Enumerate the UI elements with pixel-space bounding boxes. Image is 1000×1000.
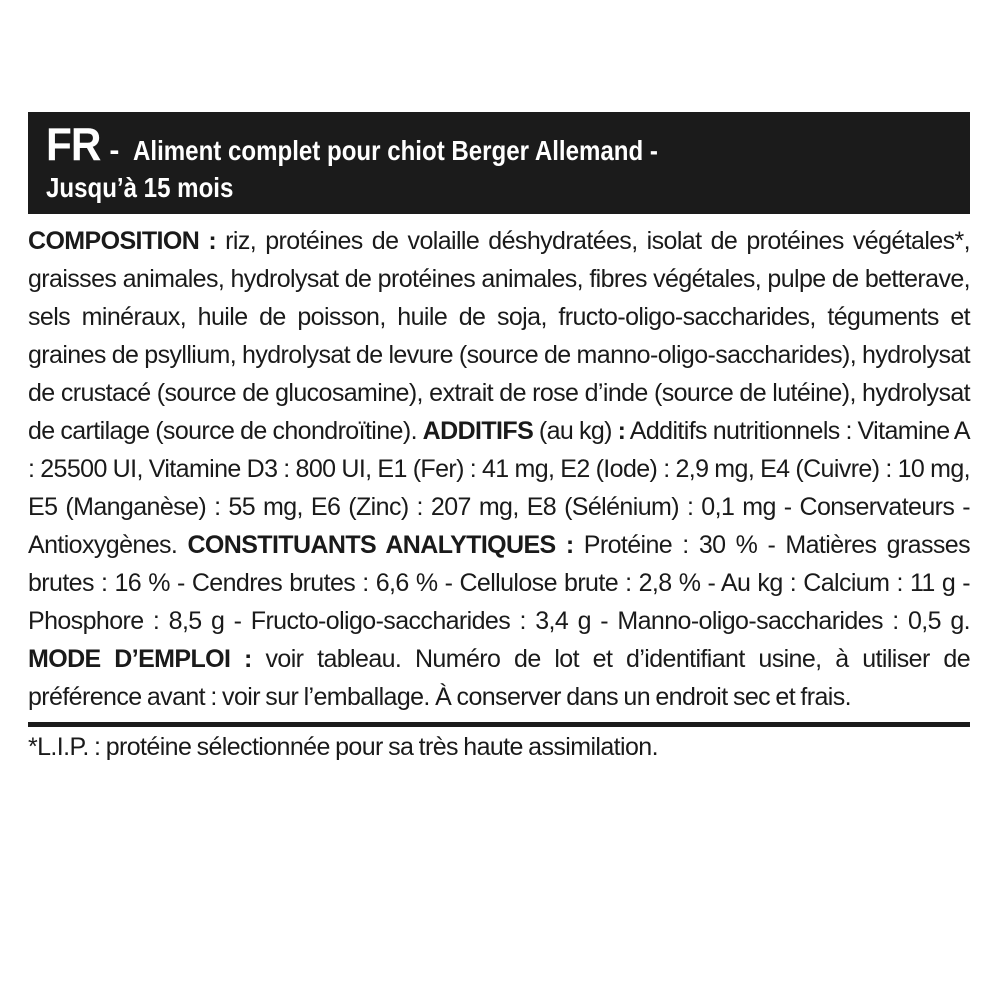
- additifs-unit: (au kg): [533, 417, 618, 445]
- product-title-line-2: Jusqu’à 15 mois: [46, 172, 234, 203]
- divider: [28, 722, 970, 727]
- header-dash: -: [109, 134, 120, 167]
- product-label: [28, 112, 970, 762]
- label-header: [28, 112, 970, 214]
- constituants-label: CONSTITUANTS ANALYTIQUES :: [187, 531, 574, 559]
- additifs-colon: :: [617, 417, 626, 445]
- footnote: *L.I.P. : protéine sélectionnée pour sa très haute assimilation.: [28, 733, 658, 761]
- label-body: [28, 222, 970, 716]
- composition-label: COMPOSITION :: [28, 227, 217, 255]
- language-code: FR: [46, 118, 101, 170]
- mode-emploi-label: MODE D’EMPLOI :: [28, 645, 252, 673]
- additifs-label: ADDITIFS: [422, 417, 534, 445]
- product-title-line-1: Aliment complet pour chiot Berger Allemand -: [133, 135, 659, 166]
- mode-emploi-text: voir tableau. Numéro de lot et d’identifiant usine, à utiliser de préférence avant : voir sur l’emballage. À conserver dans un endroit sec et frais.: [28, 645, 970, 711]
- composition-text: riz, protéines de volaille déshydratées, isolat de protéines végétales*, graisses animales, hydrolysat de protéines animales, fibres végétales, pulpe de betterave, sels minéraux, huile de poisson, huile de soja, fructo-oligo-saccharides, téguments et graines de psyllium, hydrolysat de levure (source de manno-oligo-saccharides), hydrolysat de crustacé (source de glucosamine), extrait de rose d’inde (source de lutéine), hydrolysat de cartilage (source de chondroïtine).: [28, 227, 970, 445]
- additifs-text: Additifs nutritionnels : Vitamine A : 25500 UI, Vitamine D3 : 800 UI, E1 (Fer) : 41 mg, E2 (Iode) : 2,9 mg, E4 (Cuivre) : 10 mg, E5 (Manganèse) : 55 mg, E6 (Zinc) : 207 mg, E8 (Sélénium) : 0,1 mg - Conservateurs - Antioxygènes.: [28, 417, 970, 559]
- constituants-text: Protéine : 30 % - Matières grasses brutes : 16 % - Cendres brutes : 6,6 % - Cellulose brute : 2,8 % - Au kg : Calcium : 11 g - Phosphore : 8,5 g - Fructo-oligo-saccharides : 3,4 g - Manno-oligo-saccharides : 0,5 g.: [28, 531, 970, 635]
- header-line-1: [46, 120, 952, 168]
